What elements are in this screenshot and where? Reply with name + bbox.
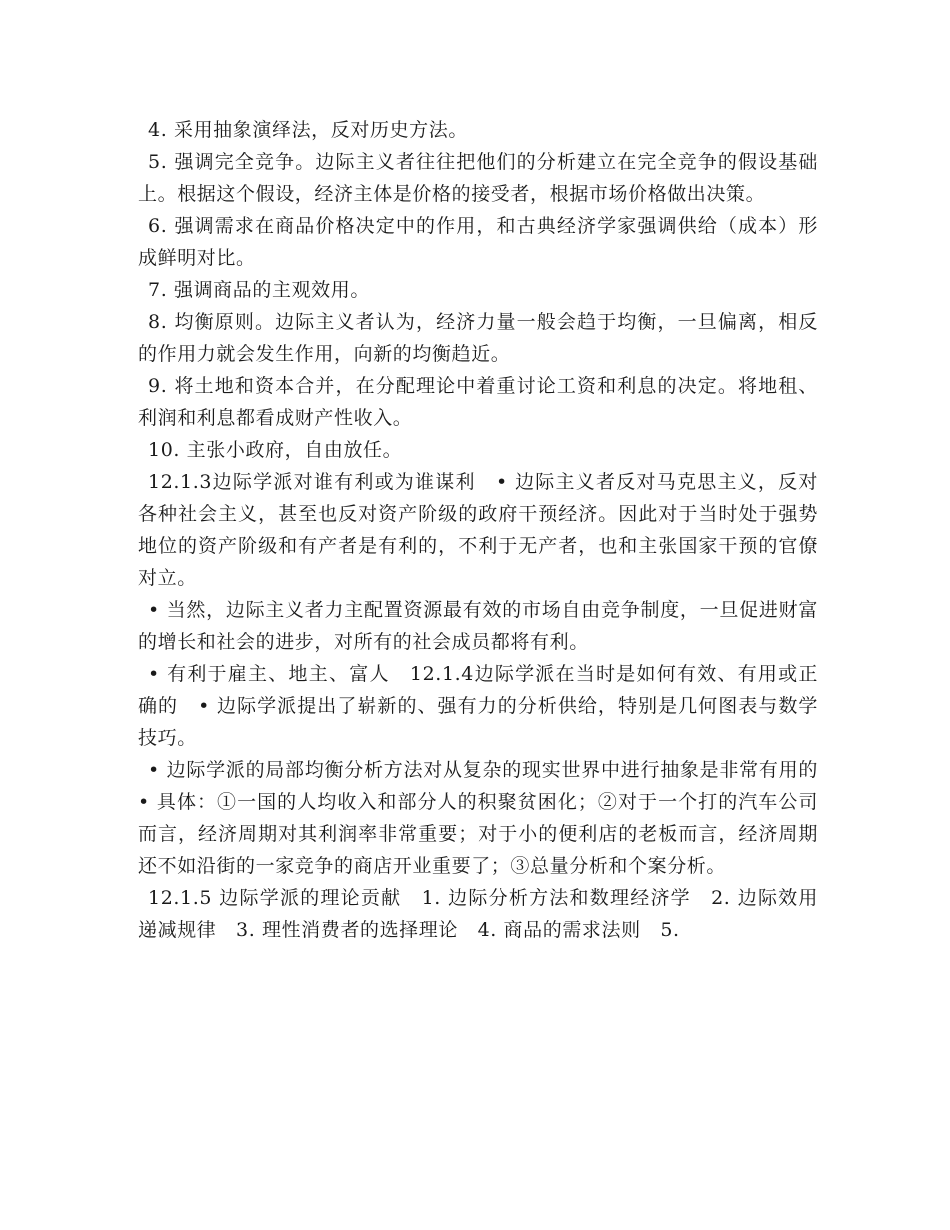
paragraph-item-8-equilibrium: 8. 均衡原则。边际主义者认为，经济力量一般会趋于均衡，一旦偏离，相反的作用力就会发生作用，向新的均衡趋近。 — [138, 311, 818, 365]
document-body — [138, 114, 838, 946]
paragraph-section-12-1-3: 12.1.3边际学派对谁有利或为谁谋利 • 边际主义者反对马克思主义，反对各种社会主义，甚至也反对资产阶级的政府干预经济。因此对于当时处于强势地位的资产阶级和有产者是有利的，不利于无产者，也和主张国家干预的官僚对立。 — [138, 471, 818, 589]
paragraph-bullet-free-competition: • 当然，边际主义者力主配置资源最有效的市场自由竞争制度，一旦促进财富的增长和社会的进步，对所有的社会成员都将有利。 — [138, 599, 818, 653]
paragraph-item-4-abstract-deduction: 4. 采用抽象演绎法，反对历史方法。 — [148, 119, 468, 141]
paragraph-section-12-1-4: • 有利于雇主、地主、富人 12.1.4边际学派在当时是如何有效、有用或正确的 • 边际学派提出了崭新的、强有力的分析供给，特别是几何图表与数学技巧。 — [138, 663, 818, 749]
paragraph-item-9-land-capital: 9. 将土地和资本合并，在分配理论中着重讨论工资和利息的决定。将地租、利润和利息都看成财产性收入。 — [138, 375, 818, 429]
paragraph-item-10-small-government: 10. 主张小政府，自由放任。 — [148, 439, 403, 461]
paragraph-section-12-1-5: 12.1.5 边际学派的理论贡献 1. 边际分析方法和数理经济学 2. 边际效用递减规律 3. 理性消费者的选择理论 4. 商品的需求法则 5. — [138, 887, 818, 941]
paragraph-item-5-perfect-competition: 5. 强调完全竞争。边际主义者往往把他们的分析建立在完全竞争的假设基础上。根据这个假设，经济主体是价格的接受者，根据市场价格做出决策。 — [138, 151, 818, 205]
paragraph-item-6-demand-role: 6. 强调需求在商品价格决定中的作用，和古典经济学家强调供给（成本）形成鲜明对比。 — [138, 215, 818, 269]
paragraph-bullet-partial-equilibrium: • 边际学派的局部均衡分析方法对从复杂的现实世界中进行抽象是非常有用的 • 具体：①一国的人均收入和部分人的积聚贫困化；②对于一个打的汽车公司而言，经济周期对其利润率非常重要；对于小的便利店的老板而言，经济周期还不如沿街的一家竞争的商店开业重要了；③总量分析和个案分析。 — [138, 759, 838, 877]
paragraph-item-7-subjective-utility: 7. 强调商品的主观效用。 — [148, 279, 370, 301]
